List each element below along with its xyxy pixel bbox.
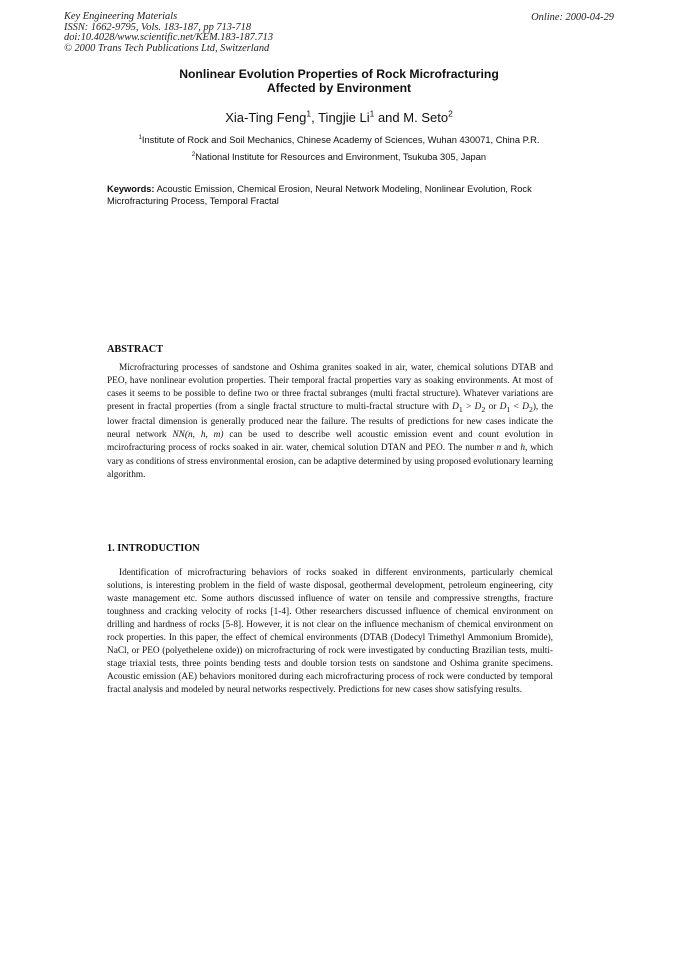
abstract-text-4: and — [501, 443, 521, 454]
keywords-label: Keywords: — [107, 184, 155, 194]
affiliation-2-mark: 2 — [191, 151, 196, 158]
symbol-d: D — [499, 402, 507, 413]
author-2-affil: 1 — [369, 108, 375, 119]
author-1-affil: 1 — [306, 108, 312, 119]
neural-network-symbol: NN(n, h, m) — [172, 430, 224, 441]
author-2: Tingjie Li — [318, 110, 370, 125]
subscript: 1 — [506, 405, 511, 415]
affiliation-1 — [0, 135, 678, 145]
symbol-d: D — [452, 402, 459, 413]
journal-name: Key Engineering Materials — [64, 11, 178, 22]
subscript: 2 — [528, 405, 533, 415]
copyright-line: © 2000 Trans Tech Publications Ltd, Switzerland — [64, 42, 270, 54]
abstract-heading: ABSTRACT — [107, 344, 164, 355]
paper-title — [0, 67, 678, 95]
issn-line: ISSN: 1662-9795, Vols. 183-187, pp 713-718 — [64, 21, 252, 33]
title-line-1: Nonlinear Evolution Properties of Rock Microfracturing — [179, 67, 499, 81]
keywords-text: Acoustic Emission, Chemical Erosion, Neural Network Modeling, Nonlinear Evolution, Rock Microfracturing Process, Temporal Fractal — [107, 184, 532, 206]
abstract-body — [107, 362, 553, 482]
or-word: or — [485, 402, 500, 413]
abstract-text-1: Microfracturing processes of sandstone and Oshima granites soaked in air, water, chemical solutions DTAB and PEO, have nonlinear evolution properties. Their temporal fractal properties vary as soaking environments. At most of cases it seems to be possible to define two or three fractal subranges (multi fractal structure). Whatever variations are present in fractal properties (from a single fractal structure to multi-fractal structure with — [107, 363, 553, 413]
abstract-text-5: , which vary as conditions of stress environmental erosion, can be adaptive determined by using proposed evolutionary learning algorithm. — [107, 443, 553, 480]
symbol-h: h — [520, 443, 526, 454]
affiliation-1-text: Institute of Rock and Soil Mechanics, Chinese Academy of Sciences, Wuhan 430071, China P.R. — [141, 135, 540, 145]
abstract-text-3: can be used to describe well acoustic emission event and count evolution in mcirofracturing process of rocks soaked in air. water, chemical solution DTAN and PEO. The number — [107, 430, 553, 454]
author-and: and — [374, 110, 404, 125]
subscript: 2 — [481, 405, 486, 415]
title-line-2: Affected by Environment — [266, 81, 412, 95]
introduction-heading: 1. INTRODUCTION — [107, 543, 200, 554]
symbol-d: D — [474, 402, 482, 413]
introduction-body: Identification of microfracturing behaviors of rocks soaked in different environments, particularly chemical solutions, is interesting problem in the field of waste disposal, geothermal development, petroleum engineering, city waste management etc. Some authors discussed influence of water on tensile and compressive strengths, fracture toughness and cracking velocity of rocks [1-4]. Other researchers discussed influence of chemical environment on drilling and hardness of rocks [5-8]. However, it is not clear on the influence mechanism of chemical environment on rock properties. In this paper, the effect of chemical environments (DTAB (Dodecyl Trimethyl Ammonium Bromide), NaCl, or PEO (polyethelene oxide)) on microfracturing of rock were investigated by conducting Brazilian tests, multi-stage triaxial tests, three points bending tests and double torsion tests on sandstone and Oshima granite specimens. Acoustic emission (AE) behaviors monitored during each microfracturing process of rock were conducted by temporal fractal analysis and modeled by neural networks respectively. Predictions for new cases show satisfying results. — [107, 568, 553, 695]
symbol-d: D — [522, 402, 529, 413]
online-date: Online: 2000-04-29 — [531, 12, 614, 23]
less-than: < — [510, 402, 523, 413]
affiliation-2-text: National Institute for Resources and Environment, Tsukuba 305, Japan — [195, 152, 487, 162]
affiliation-2 — [0, 152, 678, 162]
doi-line: doi:10.4028/www.scientific.net/KEM.183-187.713 — [64, 32, 274, 44]
publication-header — [64, 12, 273, 54]
greater-than: > — [462, 402, 475, 413]
author-1: Xia-Ting Feng — [225, 110, 307, 125]
affiliation-1-mark: 1 — [138, 134, 142, 141]
author-3-affil: 2 — [448, 108, 453, 119]
author-3: M. Seto — [403, 110, 449, 125]
author-separator: , — [311, 110, 319, 125]
keywords — [107, 184, 567, 207]
abstract-text-2: ), the lower fractal dimension is generally produced near the failure. The results of predictions for new cases indicate the neural network — [107, 402, 553, 441]
author-list — [0, 110, 678, 125]
symbol-n: n — [496, 443, 502, 454]
subscript: 1 — [458, 405, 463, 415]
